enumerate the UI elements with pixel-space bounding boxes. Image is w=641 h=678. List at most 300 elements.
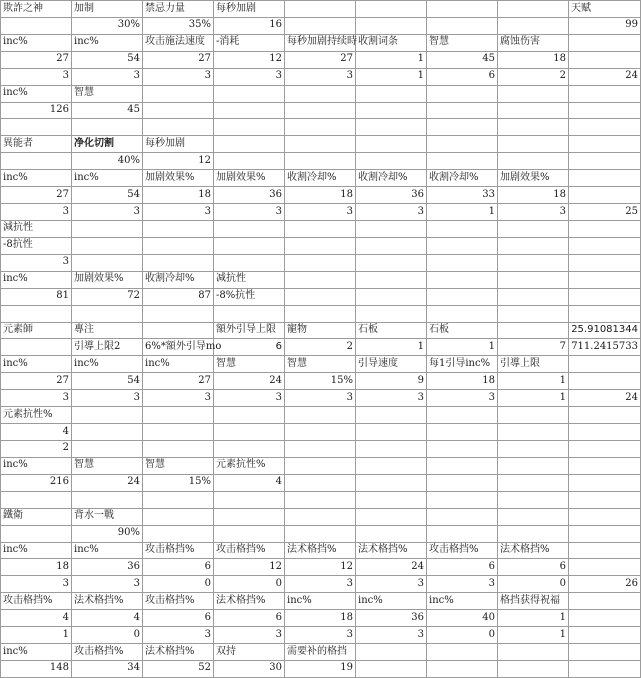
table-cell[interactable] — [143, 424, 214, 441]
table-cell[interactable]: 攻击格挡% — [143, 593, 214, 610]
table-cell[interactable]: 6 — [427, 68, 498, 85]
table-cell[interactable] — [569, 474, 641, 491]
table-cell[interactable]: 27 — [285, 51, 356, 68]
table-cell[interactable] — [569, 305, 641, 322]
table-cell[interactable]: 腐蚀伤害 — [498, 34, 569, 51]
table-cell[interactable]: inc% — [72, 34, 143, 51]
table-cell[interactable]: 减抗性 — [214, 271, 285, 288]
table-cell[interactable] — [214, 407, 285, 424]
table-cell[interactable]: 2 — [1, 440, 72, 457]
table-cell[interactable] — [569, 593, 641, 610]
table-cell[interactable] — [285, 508, 356, 525]
table-cell[interactable] — [214, 237, 285, 254]
table-cell[interactable] — [569, 356, 641, 373]
table-cell[interactable]: 3 — [356, 627, 427, 644]
table-cell[interactable] — [427, 271, 498, 288]
table-cell[interactable] — [1, 491, 72, 508]
table-cell[interactable] — [427, 1, 498, 18]
table-cell[interactable] — [498, 474, 569, 491]
table-cell[interactable]: inc% — [72, 356, 143, 373]
table-cell[interactable]: 1 — [427, 204, 498, 221]
table-cell[interactable] — [285, 474, 356, 491]
table-cell[interactable] — [356, 237, 427, 254]
table-cell[interactable]: 法术格挡% — [72, 593, 143, 610]
table-cell[interactable]: 36 — [356, 610, 427, 627]
table-cell[interactable] — [569, 525, 641, 542]
table-cell[interactable]: inc% — [1, 644, 72, 661]
table-cell[interactable]: 智慧 — [285, 356, 356, 373]
table-cell[interactable] — [356, 1, 427, 18]
table-cell[interactable]: 3 — [1, 254, 72, 271]
table-cell[interactable] — [143, 508, 214, 525]
table-cell[interactable] — [569, 559, 641, 576]
table-cell[interactable] — [498, 457, 569, 474]
table-cell[interactable] — [569, 407, 641, 424]
table-cell[interactable] — [356, 136, 427, 153]
table-cell[interactable]: 1 — [498, 610, 569, 627]
table-cell[interactable] — [356, 440, 427, 457]
table-cell[interactable]: 6 — [498, 559, 569, 576]
table-cell[interactable]: 27 — [1, 373, 72, 390]
table-cell[interactable]: 45 — [427, 51, 498, 68]
table-cell[interactable]: 3 — [214, 627, 285, 644]
table-cell[interactable] — [569, 237, 641, 254]
table-cell[interactable] — [285, 136, 356, 153]
table-cell[interactable] — [427, 220, 498, 237]
table-cell[interactable] — [72, 305, 143, 322]
table-cell[interactable]: 收割冷却% — [356, 170, 427, 187]
table-cell[interactable]: 27 — [143, 51, 214, 68]
table-cell[interactable]: 81 — [1, 288, 72, 305]
table-cell[interactable] — [427, 660, 498, 677]
table-cell[interactable] — [356, 457, 427, 474]
table-cell[interactable] — [72, 254, 143, 271]
table-cell[interactable] — [356, 525, 427, 542]
table-cell[interactable]: 3 — [356, 576, 427, 593]
table-cell[interactable]: 禁忌力量 — [143, 1, 214, 18]
table-cell[interactable]: -消耗 — [214, 34, 285, 51]
table-cell[interactable]: 攻击格挡% — [1, 593, 72, 610]
table-cell[interactable] — [569, 508, 641, 525]
table-cell[interactable]: 24 — [214, 373, 285, 390]
table-cell[interactable]: 寵物 — [285, 322, 356, 339]
table-cell[interactable] — [356, 644, 427, 661]
table-cell[interactable] — [498, 254, 569, 271]
table-cell[interactable]: 3 — [214, 390, 285, 407]
table-cell[interactable]: 6 — [143, 559, 214, 576]
table-cell[interactable]: 3 — [1, 204, 72, 221]
table-cell[interactable] — [285, 305, 356, 322]
table-cell[interactable] — [285, 491, 356, 508]
table-cell[interactable] — [72, 220, 143, 237]
table-cell[interactable]: 1 — [356, 51, 427, 68]
table-cell[interactable]: 加剧效果% — [214, 170, 285, 187]
table-cell[interactable] — [285, 424, 356, 441]
table-cell[interactable]: 攻击格挡% — [143, 542, 214, 559]
table-cell[interactable] — [427, 254, 498, 271]
table-cell[interactable] — [356, 271, 427, 288]
table-cell[interactable]: 3 — [356, 204, 427, 221]
table-cell[interactable] — [143, 102, 214, 119]
table-cell[interactable] — [285, 237, 356, 254]
table-cell[interactable]: 6 — [427, 559, 498, 576]
table-cell[interactable]: 18 — [143, 187, 214, 204]
table-cell[interactable] — [498, 508, 569, 525]
table-cell[interactable] — [498, 525, 569, 542]
table-cell[interactable]: 引導上限 — [498, 356, 569, 373]
table-cell[interactable]: inc% — [1, 85, 72, 102]
table-cell[interactable] — [72, 407, 143, 424]
table-cell[interactable]: 欺詐之神 — [1, 1, 72, 18]
table-cell[interactable] — [569, 644, 641, 661]
table-cell[interactable] — [427, 491, 498, 508]
table-cell[interactable]: inc% — [72, 542, 143, 559]
table-cell[interactable]: 0 — [498, 576, 569, 593]
table-cell[interactable]: 15% — [285, 373, 356, 390]
table-cell[interactable]: 54 — [72, 51, 143, 68]
table-cell[interactable] — [427, 508, 498, 525]
table-cell[interactable]: 引導上限2 — [72, 339, 143, 356]
table-cell[interactable] — [356, 474, 427, 491]
table-cell[interactable] — [143, 525, 214, 542]
table-cell[interactable] — [498, 491, 569, 508]
table-cell[interactable] — [569, 627, 641, 644]
table-cell[interactable]: 1 — [356, 68, 427, 85]
table-cell[interactable] — [285, 153, 356, 170]
table-cell[interactable] — [285, 220, 356, 237]
table-cell[interactable] — [427, 474, 498, 491]
table-cell[interactable] — [285, 1, 356, 18]
table-cell[interactable] — [427, 457, 498, 474]
table-cell[interactable]: 18 — [427, 373, 498, 390]
table-cell[interactable] — [214, 102, 285, 119]
table-cell[interactable]: 加剧效果% — [72, 271, 143, 288]
table-cell[interactable]: 3 — [498, 204, 569, 221]
table-cell[interactable] — [569, 102, 641, 119]
table-cell[interactable]: 27 — [1, 51, 72, 68]
table-cell[interactable]: 法术格挡% — [356, 542, 427, 559]
table-cell[interactable]: 天赋 — [569, 1, 641, 18]
table-cell[interactable]: 法术格挡% — [143, 644, 214, 661]
table-cell[interactable]: 每秒加剧 — [214, 1, 285, 18]
table-cell[interactable] — [569, 288, 641, 305]
table-cell[interactable]: 4 — [214, 474, 285, 491]
table-cell[interactable] — [285, 288, 356, 305]
table-cell[interactable] — [427, 644, 498, 661]
table-cell[interactable]: inc% — [1, 356, 72, 373]
table-cell[interactable] — [569, 34, 641, 51]
table-cell[interactable] — [285, 525, 356, 542]
table-cell[interactable]: 背水一戰 — [72, 508, 143, 525]
table-cell[interactable]: 格挡获得祝福 — [498, 593, 569, 610]
table-cell[interactable] — [427, 17, 498, 34]
table-cell[interactable] — [498, 407, 569, 424]
table-cell[interactable]: 40% — [72, 153, 143, 170]
table-cell[interactable]: 3 — [285, 390, 356, 407]
table-cell[interactable]: 鐵衛 — [1, 508, 72, 525]
table-cell[interactable]: 引导速度 — [356, 356, 427, 373]
table-cell[interactable]: 30% — [72, 17, 143, 34]
table-cell[interactable] — [427, 136, 498, 153]
table-cell[interactable] — [285, 17, 356, 34]
table-cell[interactable]: 3 — [214, 68, 285, 85]
table-cell[interactable] — [356, 407, 427, 424]
table-cell[interactable]: 元素抗性% — [214, 457, 285, 474]
table-cell[interactable]: 711.2415733 — [569, 339, 641, 356]
table-cell[interactable] — [285, 102, 356, 119]
table-cell[interactable] — [143, 237, 214, 254]
table-cell[interactable]: 3 — [1, 576, 72, 593]
table-cell[interactable]: 加剧效果% — [498, 170, 569, 187]
table-cell[interactable] — [143, 491, 214, 508]
table-cell[interactable] — [498, 237, 569, 254]
table-cell[interactable]: 需要补的格挡 — [285, 644, 356, 661]
table-cell[interactable]: 126 — [1, 102, 72, 119]
table-cell[interactable]: inc% — [1, 542, 72, 559]
table-cell[interactable]: inc% — [72, 170, 143, 187]
table-cell[interactable]: 每秒加剧持续時 — [285, 34, 356, 51]
table-cell[interactable]: 1 — [356, 339, 427, 356]
table-cell[interactable]: 收割冷却% — [143, 271, 214, 288]
table-cell[interactable]: 87 — [143, 288, 214, 305]
table-cell[interactable] — [356, 508, 427, 525]
table-cell[interactable]: 收割冷却% — [427, 170, 498, 187]
table-cell[interactable]: 0 — [214, 576, 285, 593]
table-cell[interactable]: 12 — [214, 51, 285, 68]
table-cell[interactable]: 元素師 — [1, 322, 72, 339]
table-cell[interactable]: 攻击格挡% — [72, 644, 143, 661]
table-cell[interactable] — [498, 17, 569, 34]
table-cell[interactable] — [498, 1, 569, 18]
table-cell[interactable]: 15% — [143, 474, 214, 491]
table-cell[interactable] — [214, 136, 285, 153]
table-cell[interactable]: 3 — [285, 68, 356, 85]
table-cell[interactable]: 40 — [427, 610, 498, 627]
table-cell[interactable]: 24 — [569, 68, 641, 85]
table-cell[interactable]: 18 — [498, 187, 569, 204]
table-cell[interactable]: 18 — [285, 610, 356, 627]
table-cell[interactable]: 0 — [143, 576, 214, 593]
table-cell[interactable] — [1, 119, 72, 136]
table-cell[interactable]: inc% — [1, 34, 72, 51]
table-cell[interactable] — [498, 220, 569, 237]
table-cell[interactable] — [285, 119, 356, 136]
table-cell[interactable] — [356, 220, 427, 237]
table-cell[interactable] — [214, 254, 285, 271]
table-cell[interactable] — [143, 322, 214, 339]
table-cell[interactable] — [143, 407, 214, 424]
table-cell[interactable] — [214, 85, 285, 102]
table-cell[interactable] — [569, 440, 641, 457]
table-cell[interactable]: 216 — [1, 474, 72, 491]
table-cell[interactable] — [427, 119, 498, 136]
table-cell[interactable]: 收割词条 — [356, 34, 427, 51]
table-cell[interactable] — [214, 491, 285, 508]
table-cell[interactable] — [569, 457, 641, 474]
table-cell[interactable]: 33 — [427, 187, 498, 204]
table-cell[interactable] — [569, 254, 641, 271]
table-cell[interactable] — [356, 119, 427, 136]
table-cell[interactable] — [143, 220, 214, 237]
table-cell[interactable]: 攻击施法速度 — [143, 34, 214, 51]
table-cell[interactable]: 收割冷却% — [285, 170, 356, 187]
table-cell[interactable] — [498, 271, 569, 288]
table-cell[interactable]: 6%*額外引导mo — [143, 339, 214, 356]
table-cell[interactable] — [569, 491, 641, 508]
table-cell[interactable] — [356, 102, 427, 119]
table-cell[interactable]: 3 — [427, 390, 498, 407]
table-cell[interactable]: 法术格挡% — [285, 542, 356, 559]
table-cell[interactable] — [569, 271, 641, 288]
table-cell[interactable] — [214, 424, 285, 441]
table-cell[interactable]: 54 — [72, 187, 143, 204]
table-cell[interactable] — [498, 660, 569, 677]
table-cell[interactable] — [569, 660, 641, 677]
table-cell[interactable] — [569, 170, 641, 187]
table-cell[interactable] — [1, 525, 72, 542]
table-cell[interactable]: 90% — [72, 525, 143, 542]
table-cell[interactable]: -8抗性 — [1, 237, 72, 254]
table-cell[interactable]: 0 — [72, 627, 143, 644]
table-cell[interactable] — [427, 424, 498, 441]
table-cell[interactable]: 36 — [356, 187, 427, 204]
table-cell[interactable]: 27 — [143, 373, 214, 390]
table-cell[interactable]: 石板 — [356, 322, 427, 339]
table-cell[interactable] — [498, 288, 569, 305]
table-cell[interactable]: 35% — [143, 17, 214, 34]
table-cell[interactable]: 智慧 — [214, 356, 285, 373]
table-cell[interactable]: 智慧 — [427, 34, 498, 51]
table-cell[interactable]: 智慧 — [72, 457, 143, 474]
table-cell[interactable] — [1, 17, 72, 34]
table-cell[interactable]: inc% — [143, 356, 214, 373]
table-cell[interactable] — [569, 51, 641, 68]
table-cell[interactable]: 1 — [427, 339, 498, 356]
table-cell[interactable]: 16 — [214, 17, 285, 34]
table-cell[interactable]: 1 — [498, 390, 569, 407]
table-cell[interactable]: 法术格挡% — [214, 593, 285, 610]
table-cell[interactable] — [143, 305, 214, 322]
table-cell[interactable] — [285, 407, 356, 424]
table-cell[interactable] — [569, 136, 641, 153]
table-cell[interactable] — [569, 119, 641, 136]
table-cell[interactable] — [143, 85, 214, 102]
table-cell[interactable]: 3 — [72, 204, 143, 221]
table-cell[interactable] — [498, 153, 569, 170]
table-cell[interactable] — [1, 153, 72, 170]
table-cell[interactable]: 6 — [214, 610, 285, 627]
table-cell[interactable]: inc% — [1, 170, 72, 187]
table-cell[interactable] — [498, 85, 569, 102]
table-cell[interactable]: 36 — [214, 187, 285, 204]
table-cell[interactable]: 双持 — [214, 644, 285, 661]
table-cell[interactable]: 0 — [427, 627, 498, 644]
table-cell[interactable]: 4 — [72, 610, 143, 627]
table-cell[interactable] — [569, 187, 641, 204]
table-cell[interactable]: 26 — [569, 576, 641, 593]
table-cell[interactable]: 12 — [143, 153, 214, 170]
table-cell[interactable]: 45 — [72, 102, 143, 119]
table-cell[interactable] — [356, 153, 427, 170]
table-cell[interactable] — [72, 237, 143, 254]
table-cell[interactable]: 净化切割 — [72, 136, 143, 153]
table-cell[interactable] — [1, 339, 72, 356]
table-cell[interactable]: 3 — [143, 204, 214, 221]
table-cell[interactable] — [498, 322, 569, 339]
table-cell[interactable] — [143, 440, 214, 457]
table-cell[interactable] — [214, 525, 285, 542]
table-cell[interactable]: 7 — [498, 339, 569, 356]
table-cell[interactable] — [214, 119, 285, 136]
table-cell[interactable]: 加制 — [72, 1, 143, 18]
table-cell[interactable]: -8%抗性 — [214, 288, 285, 305]
table-cell[interactable]: 元素抗性% — [1, 407, 72, 424]
table-cell[interactable]: 9 — [356, 373, 427, 390]
table-cell[interactable] — [356, 424, 427, 441]
table-cell[interactable]: 3 — [285, 204, 356, 221]
table-cell[interactable]: 148 — [1, 660, 72, 677]
table-cell[interactable] — [498, 136, 569, 153]
table-cell[interactable] — [214, 508, 285, 525]
table-cell[interactable]: 專注 — [72, 322, 143, 339]
table-cell[interactable] — [498, 305, 569, 322]
table-cell[interactable]: 25 — [569, 204, 641, 221]
table-cell[interactable]: 3 — [285, 627, 356, 644]
table-cell[interactable] — [569, 373, 641, 390]
table-cell[interactable] — [72, 424, 143, 441]
table-cell[interactable] — [498, 424, 569, 441]
table-cell[interactable] — [356, 288, 427, 305]
table-cell[interactable]: 36 — [72, 559, 143, 576]
table-cell[interactable] — [569, 220, 641, 237]
table-cell[interactable] — [285, 457, 356, 474]
table-cell[interactable]: 減抗性 — [1, 220, 72, 237]
table-cell[interactable]: 加剧效果% — [143, 170, 214, 187]
table-cell[interactable] — [569, 542, 641, 559]
table-cell[interactable]: 3 — [214, 204, 285, 221]
table-cell[interactable]: 24 — [356, 559, 427, 576]
table-cell[interactable] — [285, 254, 356, 271]
table-cell[interactable]: 異能者 — [1, 136, 72, 153]
table-cell[interactable]: 3 — [356, 390, 427, 407]
table-cell[interactable]: 3 — [143, 627, 214, 644]
table-cell[interactable]: 1 — [1, 627, 72, 644]
table-cell[interactable] — [356, 660, 427, 677]
table-cell[interactable]: 石板 — [427, 322, 498, 339]
table-cell[interactable]: inc% — [1, 457, 72, 474]
table-cell[interactable] — [285, 85, 356, 102]
table-cell[interactable]: inc% — [285, 593, 356, 610]
table-cell[interactable]: 每秒加剧 — [143, 136, 214, 153]
table-cell[interactable]: 3 — [1, 390, 72, 407]
table-cell[interactable]: 18 — [498, 51, 569, 68]
table-cell[interactable]: 1 — [498, 627, 569, 644]
table-cell[interactable]: 3 — [427, 576, 498, 593]
table-cell[interactable] — [72, 491, 143, 508]
table-cell[interactable]: 12 — [285, 559, 356, 576]
table-cell[interactable] — [427, 407, 498, 424]
table-cell[interactable]: 24 — [569, 390, 641, 407]
table-cell[interactable] — [72, 440, 143, 457]
table-cell[interactable]: 2 — [498, 68, 569, 85]
table-cell[interactable]: 額外引导上限 — [214, 322, 285, 339]
table-cell[interactable]: 3 — [143, 390, 214, 407]
table-cell[interactable] — [498, 102, 569, 119]
table-cell[interactable] — [214, 440, 285, 457]
table-cell[interactable]: 52 — [143, 660, 214, 677]
table-cell[interactable] — [427, 85, 498, 102]
table-cell[interactable] — [427, 305, 498, 322]
